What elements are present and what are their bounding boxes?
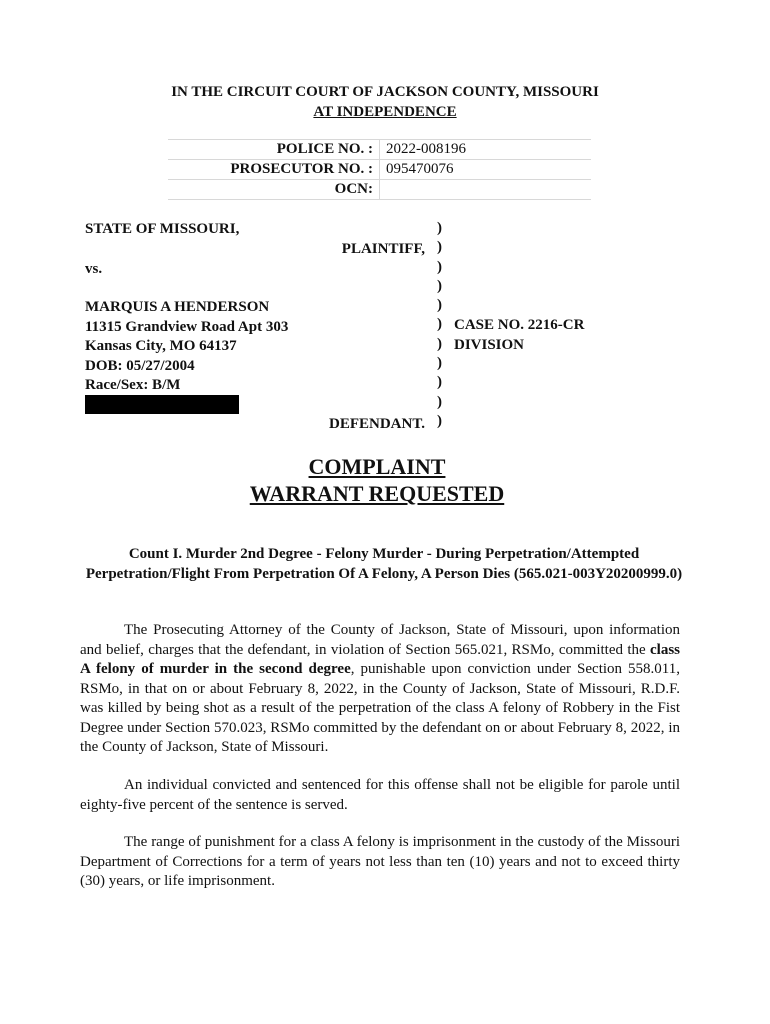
document-title bbox=[0, 453, 754, 507]
charge-paragraph bbox=[80, 621, 680, 758]
case-info bbox=[454, 316, 584, 355]
ocn-label: OCN: bbox=[168, 180, 380, 200]
charge-text-before: The Prosecuting Attorney of the County of Jackson, State of Missouri, upon information and belief, charges that the defendant, in violation of Section 565.021, RSMo, committed the bbox=[80, 622, 680, 658]
ocn-row bbox=[168, 180, 591, 200]
plaintiff-label: PLAINTIFF, bbox=[341, 241, 425, 257]
paren-mark: ) bbox=[437, 239, 442, 256]
prosecutor-label: PROSECUTOR NO. : bbox=[168, 160, 380, 180]
paren-mark: ) bbox=[437, 258, 442, 275]
charge-offense: class A felony of murder in the second degree bbox=[80, 641, 680, 677]
paren-mark: ) bbox=[437, 277, 442, 294]
charge-text-after: , punishable upon conviction under Section 558.011, RSMo, in that on or about February 8, 2022, in the County of Jackson, State of Missouri, R.D.F. was killed by being shot as a result of the perpetration of the class A felony of Robbery in the Fist Degree under Section 570.023, RSMo committed by the defendant on or about February 8, 2022, in the County of Jackson, State of Missouri. bbox=[80, 661, 680, 755]
defendant-label: DEFENDANT. bbox=[329, 416, 425, 432]
parole-text: An individual convicted and sentenced for this offense shall not be eligible for parole until eighty-five percent of the sentence is served. bbox=[80, 777, 680, 813]
paren-mark: ) bbox=[437, 412, 442, 429]
court-name: IN THE CIRCUIT COURT OF JACKSON COUNTY, MISSOURI bbox=[171, 84, 599, 100]
police-row bbox=[168, 140, 591, 160]
ocn-value bbox=[380, 180, 592, 200]
defendant-address-line2: Kansas City, MO 64137 bbox=[85, 338, 237, 354]
defendant-race-sex: Race/Sex: B/M bbox=[85, 377, 181, 393]
paren-mark: ) bbox=[437, 335, 442, 352]
parole-paragraph bbox=[80, 776, 680, 815]
versus-text: vs. bbox=[85, 261, 103, 277]
paren-mark: ) bbox=[437, 355, 442, 372]
title-warrant-requested: WARRANT REQUESTED bbox=[249, 481, 505, 506]
punishment-paragraph bbox=[80, 833, 680, 892]
defendant-dob: DOB: 05/27/2004 bbox=[85, 358, 195, 374]
paren-mark: ) bbox=[437, 297, 442, 314]
case-caption bbox=[85, 219, 645, 439]
redaction-bar bbox=[85, 395, 239, 414]
police-label: POLICE NO. : bbox=[168, 140, 380, 160]
court-header bbox=[0, 82, 770, 122]
caption-divider bbox=[437, 219, 442, 431]
case-number: CASE NO. 2216-CR bbox=[454, 317, 585, 333]
paren-mark: ) bbox=[437, 374, 442, 391]
identifiers-table bbox=[168, 139, 591, 200]
title-complaint: COMPLAINT bbox=[308, 454, 446, 479]
defendant-address-line1: 11315 Grandview Road Apt 303 bbox=[85, 319, 289, 335]
plaintiff-name: STATE OF MISSOURI, bbox=[85, 221, 240, 237]
paren-mark: ) bbox=[437, 393, 442, 410]
defendant-name: MARQUIS A HENDERSON bbox=[85, 299, 270, 315]
police-value: 2022-008196 bbox=[380, 140, 592, 160]
prosecutor-value: 095470076 bbox=[380, 160, 592, 180]
prosecutor-row bbox=[168, 160, 591, 180]
paren-mark: ) bbox=[437, 220, 442, 236]
count-heading: Count I. Murder 2nd Degree - Felony Murder - During Perpetration/Attempted Perpetration/Flight From Perpetration Of A Felony, A Person Dies (565.021-003Y20200999.0) bbox=[85, 546, 683, 582]
punishment-text: The range of punishment for a class A felony is imprisonment in the custody of the Missouri Department of Corrections for a term of years not less than ten (10) years and not to exceed thirty (30) years, or life imprisonment. bbox=[80, 834, 680, 889]
paren-mark: ) bbox=[437, 316, 442, 333]
court-location: AT INDEPENDENCE bbox=[313, 104, 457, 120]
division-label: DIVISION bbox=[454, 336, 525, 353]
